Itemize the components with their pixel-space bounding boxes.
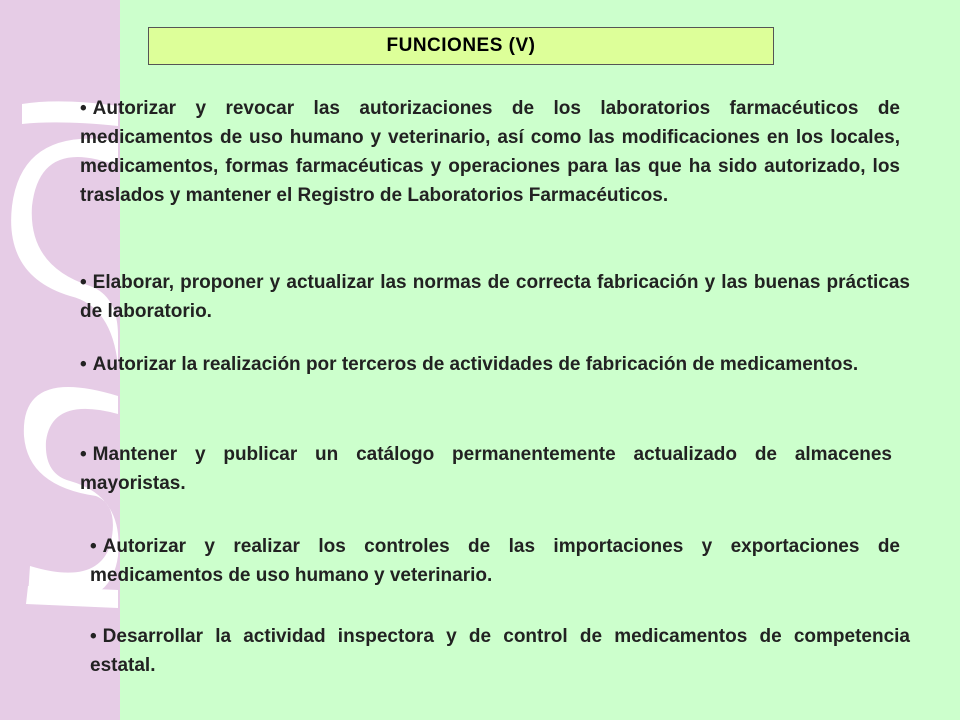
list-item [90, 622, 910, 680]
title-box [148, 27, 774, 65]
bullet-icon: • [80, 98, 87, 119]
bullet-icon: • [80, 272, 87, 293]
bullet-icon: • [80, 444, 87, 465]
list-item [80, 350, 910, 379]
list-item-text: Desarrollar la actividad inspectora y de control de medicamentos de competencia estatal. [90, 626, 910, 676]
list-item [90, 532, 900, 590]
bullet-icon: • [80, 354, 87, 375]
list-item-text: Elaborar, proponer y actualizar las normas de correcta fabricación y las buenas prácticas de laboratorio. [80, 272, 910, 322]
list-item [80, 94, 900, 210]
list-item-text: Autorizar y revocar las autorizaciones de los laboratorios farmacéuticos de medicamentos de uso humano y veterinario, así como las modificaciones en los locales, medicamentos, formas farmacéuticas y operaciones para las que ha sido autorizado, los traslados y mantener el Registro de Laboratorios Farmacéuticos. [80, 98, 900, 206]
list-item-text: Autorizar la realización por terceros de actividades de fabricación de medicamentos. [92, 354, 859, 375]
bullet-icon: • [90, 536, 97, 557]
list-item-text: Mantener y publicar un catálogo permanentemente actualizado de almacenes mayoristas. [80, 444, 892, 494]
list-item [80, 440, 892, 498]
bullet-icon: • [90, 626, 97, 647]
list-item-text: Autorizar y realizar los controles de las importaciones y exportaciones de medicamentos de uso humano y veterinario. [90, 536, 900, 586]
list-item [80, 268, 910, 326]
slide-title: FUNCIONES (V) [386, 35, 536, 56]
